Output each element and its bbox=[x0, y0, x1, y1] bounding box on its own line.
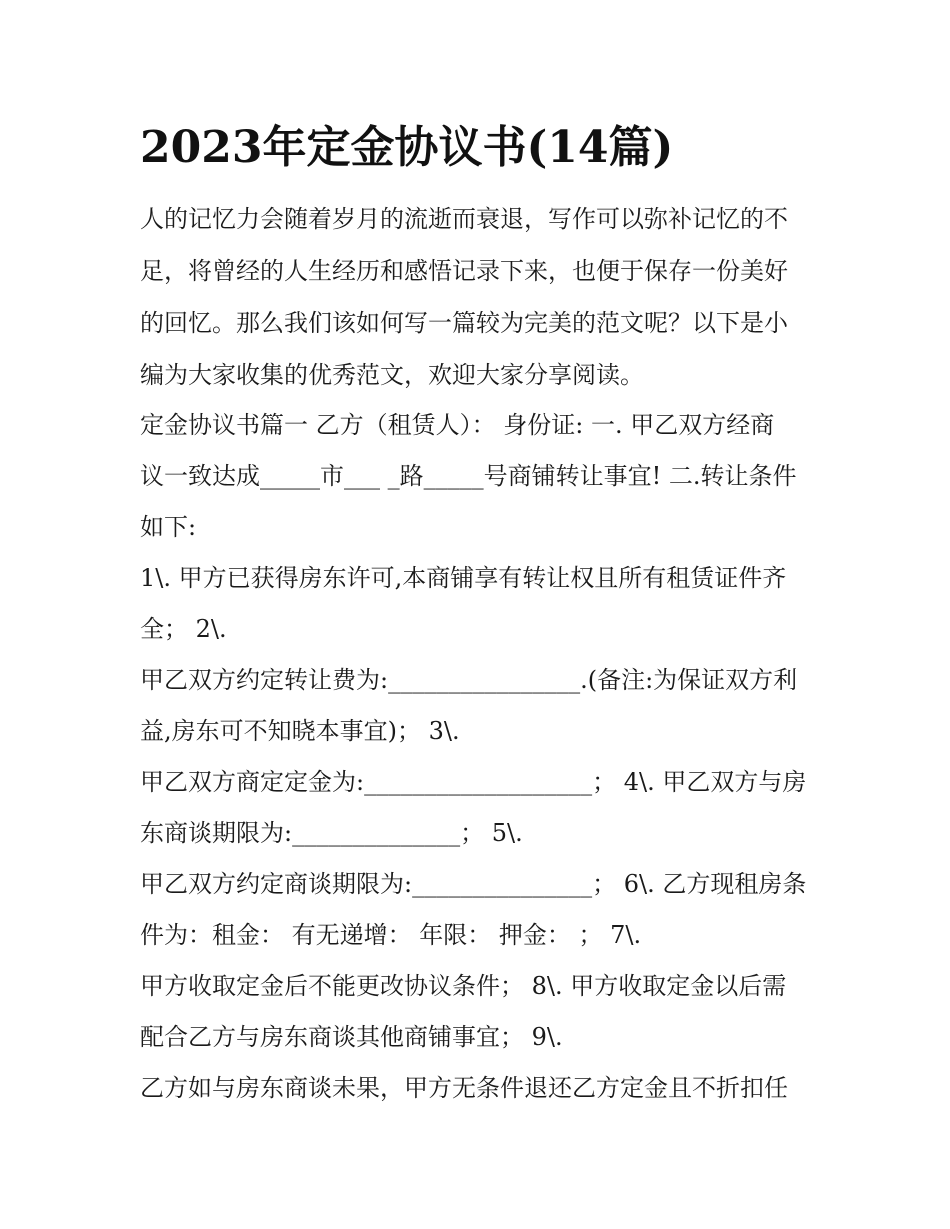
paragraph-line: 甲乙双方商定定金为:___________________； 4\. 甲乙双方与房 bbox=[140, 768, 807, 796]
paragraph-line: 配合乙方与房东商谈其他商铺事宜； 9\. bbox=[140, 1023, 563, 1051]
paragraph-line: 东商谈期限为:______________； 5\. bbox=[140, 819, 523, 847]
paragraph-line: 甲乙双方约定商谈期限为:_______________； 6\. 乙方现租房条 bbox=[140, 870, 807, 898]
paragraph-line: 乙方如与房东商谈未果，甲方无条件退还乙方定金且不折扣任 bbox=[140, 1074, 788, 1102]
paragraph-line: 益,房东可不知晓本事宜)； 3\. bbox=[140, 717, 460, 745]
paragraph-line: 人的记忆力会随着岁月的流逝而衰退，写作可以弥补记忆的不 bbox=[140, 205, 788, 233]
paragraph-line: 的回忆。那么我们该如何写一篇较为完美的范文呢？以下是小 bbox=[140, 309, 788, 337]
paragraph-line: 议一致达成_____市___ _路_____号商铺转让事宜! 二.转让条件 bbox=[140, 462, 797, 490]
paragraph-line: 1\. 甲方已获得房东许可,本商铺享有转让权且所有租赁证件齐 bbox=[140, 564, 787, 592]
paragraph-line: 甲方收取定金后不能更改协议条件； 8\. 甲方收取定金以后需 bbox=[140, 972, 787, 1000]
paragraph-line: 定金协议书篇一 乙方（租赁人）： 身份证: 一. 甲乙双方经商 bbox=[140, 411, 775, 439]
document-title: 2023年定金协议书(14篇) bbox=[140, 122, 674, 173]
paragraph-line: 件为：租金： 有无递增： 年限： 押金： ； 7\. bbox=[140, 921, 642, 949]
paragraph-line: 全； 2\. bbox=[140, 615, 227, 643]
paragraph-line: 编为大家收集的优秀范文，欢迎大家分享阅读。 bbox=[140, 361, 644, 389]
paragraph-line: 如下: bbox=[140, 513, 197, 541]
paragraph-line: 甲乙双方约定转让费为:________________.(备注:为保证双方利 bbox=[140, 666, 798, 694]
paragraph-line: 足，将曾经的人生经历和感悟记录下来，也便于保存一份美好 bbox=[140, 257, 788, 285]
